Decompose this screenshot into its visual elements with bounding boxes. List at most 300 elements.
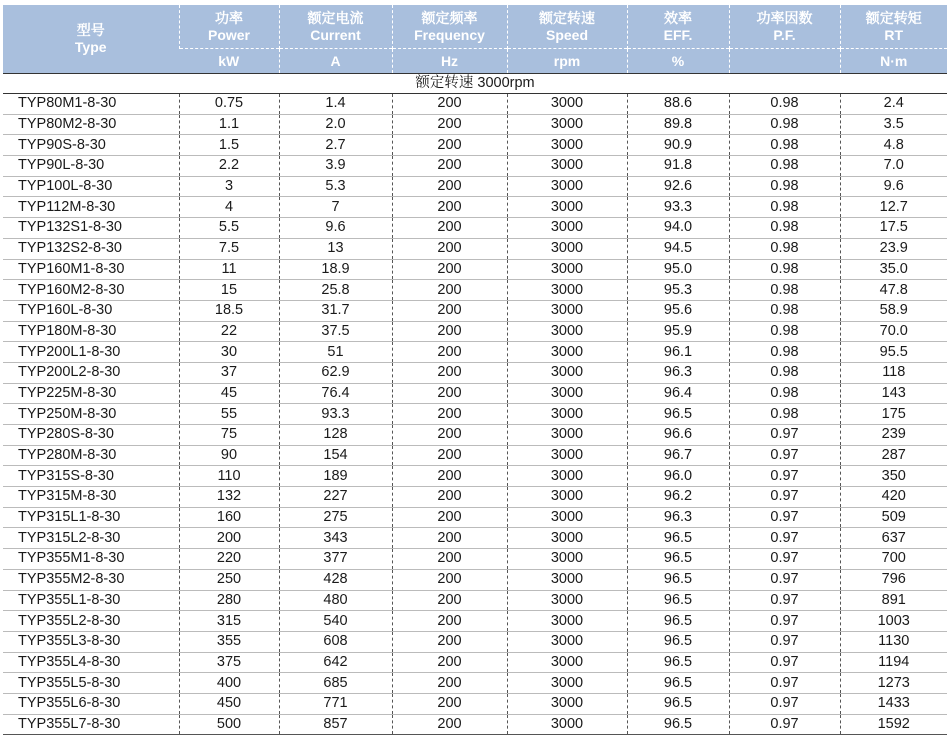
cell-torque: 1592 (840, 714, 947, 735)
table-row (3, 156, 947, 177)
table-body (3, 74, 947, 735)
cell-efficiency: 96.6 (627, 425, 729, 446)
cell-power-factor: 0.97 (729, 569, 840, 590)
cell-efficiency: 96.5 (627, 693, 729, 714)
cell-current: 608 (279, 631, 392, 652)
cell-frequency: 200 (392, 528, 507, 549)
cell-torque: 9.6 (840, 176, 947, 197)
cell-frequency: 200 (392, 714, 507, 735)
cell-frequency: 200 (392, 569, 507, 590)
cell-power-factor: 0.98 (729, 321, 840, 342)
cell-frequency: 200 (392, 259, 507, 280)
cell-torque: 891 (840, 590, 947, 611)
cell-frequency: 200 (392, 507, 507, 528)
cell-frequency: 200 (392, 487, 507, 508)
cell-power: 37 (179, 362, 279, 383)
header-speed-zh: 额定转速 (539, 9, 595, 26)
cell-frequency: 200 (392, 673, 507, 694)
cell-efficiency: 88.6 (627, 94, 729, 115)
cell-current: 3.9 (279, 156, 392, 177)
header-current-en: Current (310, 26, 361, 43)
cell-speed: 3000 (507, 507, 627, 528)
cell-torque: 12.7 (840, 197, 947, 218)
table-row (3, 94, 947, 115)
cell-torque: 3.5 (840, 114, 947, 135)
cell-current: 2.7 (279, 135, 392, 156)
cell-torque: 287 (840, 445, 947, 466)
cell-power: 55 (179, 404, 279, 425)
table-row (3, 714, 947, 735)
header-torque-zh: 额定转矩 (865, 9, 922, 26)
table-header (3, 5, 947, 74)
cell-frequency: 200 (392, 466, 507, 487)
cell-efficiency: 94.0 (627, 218, 729, 239)
cell-speed: 3000 (507, 94, 627, 115)
table-row (3, 425, 947, 446)
cell-efficiency: 96.5 (627, 611, 729, 632)
cell-power-factor: 0.97 (729, 714, 840, 735)
unit-power: kW (179, 49, 279, 74)
cell-frequency: 200 (392, 590, 507, 611)
cell-power-factor: 0.98 (729, 259, 840, 280)
table-row (3, 507, 947, 528)
cell-speed: 3000 (507, 528, 627, 549)
cell-current: 93.3 (279, 404, 392, 425)
cell-torque: 350 (840, 466, 947, 487)
cell-power-factor: 0.98 (729, 383, 840, 404)
cell-torque: 47.8 (840, 280, 947, 301)
cell-power-factor: 0.97 (729, 693, 840, 714)
cell-torque: 796 (840, 569, 947, 590)
table-row (3, 445, 947, 466)
cell-speed: 3000 (507, 362, 627, 383)
cell-type: TYP112M-8-30 (3, 197, 179, 218)
cell-power-factor: 0.97 (729, 549, 840, 570)
cell-efficiency: 96.5 (627, 404, 729, 425)
cell-efficiency: 91.8 (627, 156, 729, 177)
cell-current: 31.7 (279, 300, 392, 321)
cell-type: TYP200L1-8-30 (3, 342, 179, 363)
cell-current: 76.4 (279, 383, 392, 404)
cell-torque: 118 (840, 362, 947, 383)
unit-power-factor (729, 49, 840, 74)
header-frequency-zh: 额定频率 (421, 9, 478, 26)
cell-current: 275 (279, 507, 392, 528)
cell-power: 4 (179, 197, 279, 218)
cell-power-factor: 0.98 (729, 362, 840, 383)
cell-efficiency: 96.1 (627, 342, 729, 363)
cell-power: 30 (179, 342, 279, 363)
table-row (3, 280, 947, 301)
cell-speed: 3000 (507, 466, 627, 487)
cell-speed: 3000 (507, 135, 627, 156)
cell-frequency: 200 (392, 280, 507, 301)
cell-type: TYP355M1-8-30 (3, 549, 179, 570)
cell-power: 7.5 (179, 238, 279, 259)
cell-current: 154 (279, 445, 392, 466)
cell-frequency: 200 (392, 362, 507, 383)
cell-power: 110 (179, 466, 279, 487)
cell-torque: 1273 (840, 673, 947, 694)
cell-frequency: 200 (392, 611, 507, 632)
table-row (3, 611, 947, 632)
cell-efficiency: 95.9 (627, 321, 729, 342)
cell-speed: 3000 (507, 176, 627, 197)
cell-type: TYP315S-8-30 (3, 466, 179, 487)
cell-speed: 3000 (507, 569, 627, 590)
cell-efficiency: 96.5 (627, 652, 729, 673)
cell-frequency: 200 (392, 156, 507, 177)
cell-current: 685 (279, 673, 392, 694)
header-torque (840, 5, 947, 49)
cell-speed: 3000 (507, 611, 627, 632)
cell-speed: 3000 (507, 321, 627, 342)
cell-power-factor: 0.98 (729, 300, 840, 321)
cell-power-factor: 0.97 (729, 652, 840, 673)
header-power-en: Power (207, 26, 250, 43)
cell-power: 3 (179, 176, 279, 197)
cell-type: TYP355L3-8-30 (3, 631, 179, 652)
cell-speed: 3000 (507, 652, 627, 673)
cell-type: TYP280S-8-30 (3, 425, 179, 446)
cell-efficiency: 96.0 (627, 466, 729, 487)
table-row (3, 652, 947, 673)
cell-current: 5.3 (279, 176, 392, 197)
cell-current: 857 (279, 714, 392, 735)
cell-speed: 3000 (507, 300, 627, 321)
cell-speed: 3000 (507, 197, 627, 218)
cell-power: 45 (179, 383, 279, 404)
cell-efficiency: 96.5 (627, 590, 729, 611)
cell-type: TYP250M-8-30 (3, 404, 179, 425)
cell-type: TYP80M2-8-30 (3, 114, 179, 135)
cell-current: 771 (279, 693, 392, 714)
cell-frequency: 200 (392, 197, 507, 218)
cell-current: 37.5 (279, 321, 392, 342)
cell-speed: 3000 (507, 342, 627, 363)
cell-power: 11 (179, 259, 279, 280)
motor-spec-table (3, 5, 947, 735)
cell-current: 7 (279, 197, 392, 218)
cell-efficiency: 92.6 (627, 176, 729, 197)
cell-power-factor: 0.97 (729, 631, 840, 652)
cell-speed: 3000 (507, 280, 627, 301)
cell-current: 18.9 (279, 259, 392, 280)
header-efficiency-en: EFF. (663, 26, 693, 43)
cell-speed: 3000 (507, 218, 627, 239)
header-frequency (392, 5, 507, 49)
cell-type: TYP315L1-8-30 (3, 507, 179, 528)
table-row (3, 238, 947, 259)
cell-power-factor: 0.98 (729, 238, 840, 259)
cell-power: 280 (179, 590, 279, 611)
table-row (3, 383, 947, 404)
cell-speed: 3000 (507, 487, 627, 508)
cell-type: TYP355L7-8-30 (3, 714, 179, 735)
cell-torque: 70.0 (840, 321, 947, 342)
table-row (3, 321, 947, 342)
cell-frequency: 200 (392, 693, 507, 714)
cell-torque: 58.9 (840, 300, 947, 321)
cell-efficiency: 94.5 (627, 238, 729, 259)
cell-type: TYP160M1-8-30 (3, 259, 179, 280)
cell-frequency: 200 (392, 300, 507, 321)
table-row (3, 466, 947, 487)
cell-power: 450 (179, 693, 279, 714)
cell-efficiency: 96.3 (627, 507, 729, 528)
cell-speed: 3000 (507, 114, 627, 135)
cell-power-factor: 0.97 (729, 528, 840, 549)
table-row (3, 362, 947, 383)
cell-speed: 3000 (507, 425, 627, 446)
cell-speed: 3000 (507, 549, 627, 570)
cell-power: 1.5 (179, 135, 279, 156)
cell-power-factor: 0.97 (729, 673, 840, 694)
table-row (3, 569, 947, 590)
header-efficiency (627, 5, 729, 49)
cell-type: TYP100L-8-30 (3, 176, 179, 197)
table-row (3, 487, 947, 508)
cell-torque: 637 (840, 528, 947, 549)
cell-power-factor: 0.98 (729, 156, 840, 177)
cell-torque: 175 (840, 404, 947, 425)
cell-type: TYP180M-8-30 (3, 321, 179, 342)
unit-frequency: Hz (392, 49, 507, 74)
cell-power-factor: 0.98 (729, 280, 840, 301)
cell-power-factor: 0.97 (729, 466, 840, 487)
cell-torque: 143 (840, 383, 947, 404)
cell-efficiency: 96.4 (627, 383, 729, 404)
table-row (3, 342, 947, 363)
cell-current: 9.6 (279, 218, 392, 239)
cell-frequency: 200 (392, 342, 507, 363)
table-row (3, 528, 947, 549)
table-row (3, 135, 947, 156)
unit-torque: N·m (840, 49, 947, 74)
cell-current: 189 (279, 466, 392, 487)
cell-power: 132 (179, 487, 279, 508)
header-speed-en: Speed (545, 26, 588, 43)
cell-frequency: 200 (392, 218, 507, 239)
cell-efficiency: 96.5 (627, 631, 729, 652)
cell-power-factor: 0.98 (729, 135, 840, 156)
cell-power: 0.75 (179, 94, 279, 115)
cell-power-factor: 0.98 (729, 197, 840, 218)
header-speed (507, 5, 627, 49)
header-efficiency-zh: 效率 (664, 9, 692, 26)
cell-speed: 3000 (507, 445, 627, 466)
cell-current: 2.0 (279, 114, 392, 135)
cell-power: 75 (179, 425, 279, 446)
cell-power: 315 (179, 611, 279, 632)
cell-current: 227 (279, 487, 392, 508)
cell-power-factor: 0.97 (729, 611, 840, 632)
cell-torque: 1194 (840, 652, 947, 673)
cell-torque: 1130 (840, 631, 947, 652)
cell-type: TYP132S2-8-30 (3, 238, 179, 259)
cell-power: 5.5 (179, 218, 279, 239)
cell-efficiency: 96.5 (627, 569, 729, 590)
cell-frequency: 200 (392, 114, 507, 135)
cell-type: TYP225M-8-30 (3, 383, 179, 404)
cell-current: 128 (279, 425, 392, 446)
table-row (3, 549, 947, 570)
table-row (3, 590, 947, 611)
cell-type: TYP280M-8-30 (3, 445, 179, 466)
cell-power: 22 (179, 321, 279, 342)
cell-frequency: 200 (392, 321, 507, 342)
cell-torque: 1003 (840, 611, 947, 632)
cell-power: 15 (179, 280, 279, 301)
cell-frequency: 200 (392, 425, 507, 446)
cell-frequency: 200 (392, 383, 507, 404)
header-type-zh: 型号 (76, 22, 105, 38)
cell-efficiency: 95.3 (627, 280, 729, 301)
cell-power: 400 (179, 673, 279, 694)
header-frequency-en: Frequency (414, 26, 485, 43)
cell-type: TYP160L-8-30 (3, 300, 179, 321)
cell-power-factor: 0.97 (729, 507, 840, 528)
cell-torque: 7.0 (840, 156, 947, 177)
section-row (3, 74, 947, 94)
cell-current: 13 (279, 238, 392, 259)
cell-efficiency: 95.6 (627, 300, 729, 321)
table-row (3, 300, 947, 321)
cell-speed: 3000 (507, 631, 627, 652)
cell-power: 200 (179, 528, 279, 549)
cell-torque: 1433 (840, 693, 947, 714)
cell-current: 343 (279, 528, 392, 549)
cell-frequency: 200 (392, 135, 507, 156)
cell-efficiency: 96.7 (627, 445, 729, 466)
cell-type: TYP355L2-8-30 (3, 611, 179, 632)
cell-torque: 95.5 (840, 342, 947, 363)
cell-torque: 23.9 (840, 238, 947, 259)
cell-frequency: 200 (392, 238, 507, 259)
cell-efficiency: 90.9 (627, 135, 729, 156)
cell-current: 1.4 (279, 94, 392, 115)
cell-frequency: 200 (392, 176, 507, 197)
cell-efficiency: 96.5 (627, 673, 729, 694)
cell-type: TYP132S1-8-30 (3, 218, 179, 239)
cell-efficiency: 96.2 (627, 487, 729, 508)
cell-frequency: 200 (392, 445, 507, 466)
cell-type: TYP315M-8-30 (3, 487, 179, 508)
cell-power-factor: 0.97 (729, 445, 840, 466)
cell-power-factor: 0.98 (729, 404, 840, 425)
cell-frequency: 200 (392, 94, 507, 115)
cell-speed: 3000 (507, 673, 627, 694)
cell-type: TYP355L5-8-30 (3, 673, 179, 694)
cell-power-factor: 0.97 (729, 425, 840, 446)
cell-power: 375 (179, 652, 279, 673)
cell-current: 428 (279, 569, 392, 590)
cell-current: 480 (279, 590, 392, 611)
cell-speed: 3000 (507, 238, 627, 259)
header-current-zh: 额定电流 (307, 9, 364, 26)
cell-type: TYP80M1-8-30 (3, 94, 179, 115)
table-row (3, 218, 947, 239)
cell-power: 90 (179, 445, 279, 466)
unit-efficiency: % (627, 49, 729, 74)
cell-type: TYP200L2-8-30 (3, 362, 179, 383)
cell-speed: 3000 (507, 590, 627, 611)
cell-type: TYP315L2-8-30 (3, 528, 179, 549)
cell-torque: 420 (840, 487, 947, 508)
cell-power-factor: 0.98 (729, 342, 840, 363)
cell-frequency: 200 (392, 404, 507, 425)
cell-current: 25.8 (279, 280, 392, 301)
cell-type: TYP355M2-8-30 (3, 569, 179, 590)
cell-power: 1.1 (179, 114, 279, 135)
cell-speed: 3000 (507, 383, 627, 404)
cell-frequency: 200 (392, 549, 507, 570)
cell-current: 540 (279, 611, 392, 632)
cell-current: 642 (279, 652, 392, 673)
unit-current: A (279, 49, 392, 74)
cell-type: TYP90L-8-30 (3, 156, 179, 177)
cell-efficiency: 93.3 (627, 197, 729, 218)
header-power-factor (729, 5, 840, 49)
cell-efficiency: 96.5 (627, 528, 729, 549)
cell-power-factor: 0.98 (729, 94, 840, 115)
cell-power: 250 (179, 569, 279, 590)
cell-current: 62.9 (279, 362, 392, 383)
cell-torque: 17.5 (840, 218, 947, 239)
cell-torque: 35.0 (840, 259, 947, 280)
cell-speed: 3000 (507, 693, 627, 714)
cell-efficiency: 96.5 (627, 549, 729, 570)
cell-efficiency: 89.8 (627, 114, 729, 135)
cell-torque: 700 (840, 549, 947, 570)
cell-frequency: 200 (392, 631, 507, 652)
cell-current: 377 (279, 549, 392, 570)
cell-type: TYP355L1-8-30 (3, 590, 179, 611)
table-row (3, 176, 947, 197)
cell-speed: 3000 (507, 156, 627, 177)
cell-power-factor: 0.98 (729, 176, 840, 197)
table-row (3, 259, 947, 280)
unit-speed: rpm (507, 49, 627, 74)
cell-power: 220 (179, 549, 279, 570)
cell-power: 160 (179, 507, 279, 528)
cell-power-factor: 0.98 (729, 114, 840, 135)
cell-power: 2.2 (179, 156, 279, 177)
cell-speed: 3000 (507, 259, 627, 280)
cell-power: 18.5 (179, 300, 279, 321)
cell-torque: 4.8 (840, 135, 947, 156)
cell-type: TYP160M2-8-30 (3, 280, 179, 301)
cell-speed: 3000 (507, 404, 627, 425)
cell-torque: 509 (840, 507, 947, 528)
table-row (3, 693, 947, 714)
header-torque-en: RT (884, 26, 904, 43)
table-row (3, 114, 947, 135)
cell-power: 500 (179, 714, 279, 735)
header-current (279, 5, 392, 49)
header-type-en: Type (74, 39, 107, 55)
cell-current: 51 (279, 342, 392, 363)
cell-frequency: 200 (392, 652, 507, 673)
section-title: 额定转速 3000rpm (3, 74, 947, 94)
table-row (3, 673, 947, 694)
table-row (3, 631, 947, 652)
header-power-factor-en: P.F. (773, 26, 796, 43)
cell-power: 355 (179, 631, 279, 652)
cell-type: TYP90S-8-30 (3, 135, 179, 156)
cell-efficiency: 95.0 (627, 259, 729, 280)
cell-torque: 2.4 (840, 94, 947, 115)
